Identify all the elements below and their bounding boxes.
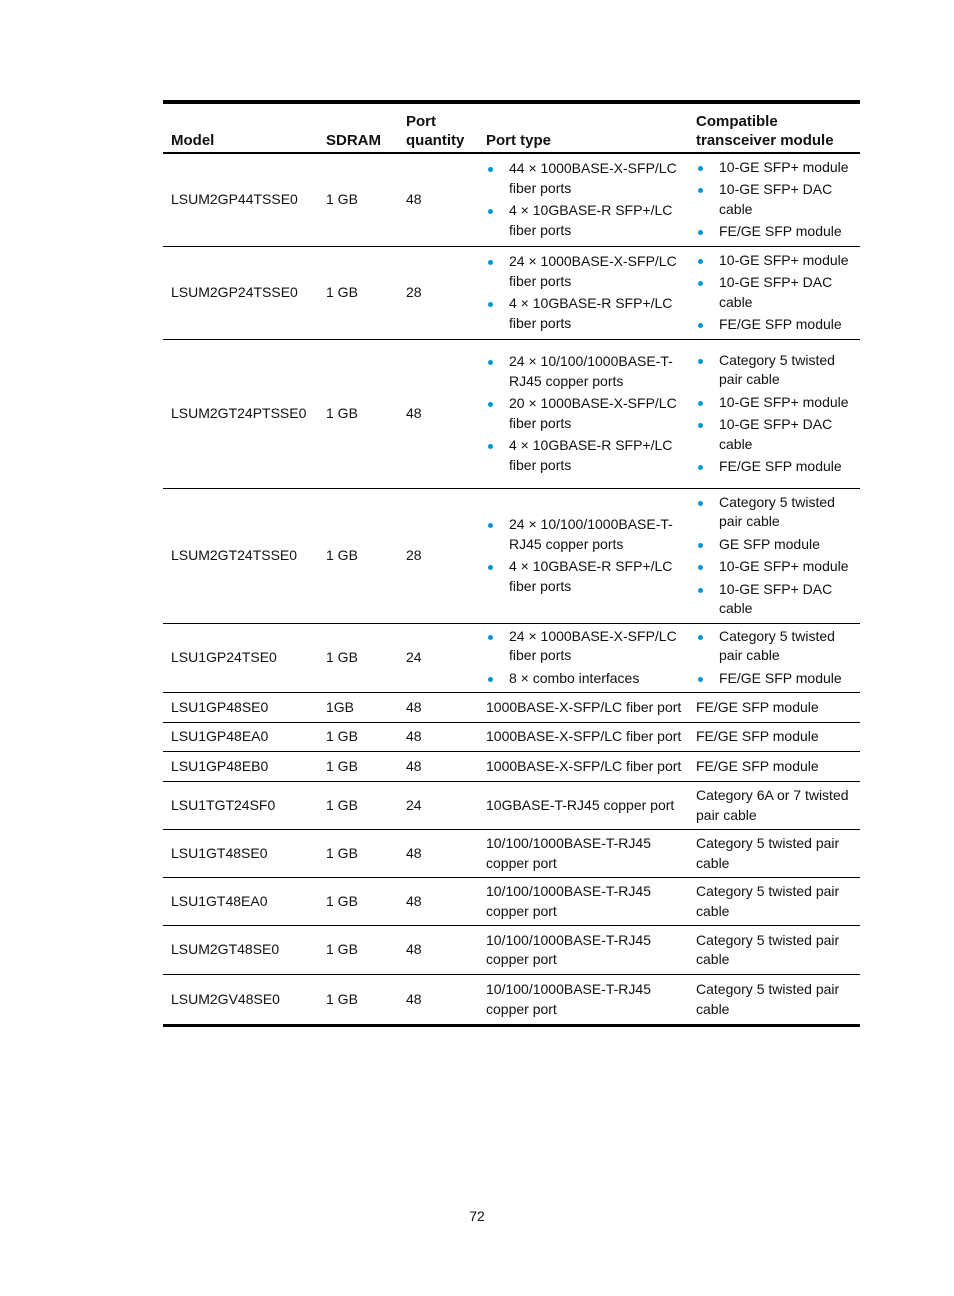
header-sdram: SDRAM <box>326 132 381 149</box>
list-item: 24 × 10/100/1000BASE-T-RJ45 copper ports <box>486 352 685 391</box>
cell-port-type: 10/100/1000BASE-T-RJ45 copper port <box>486 835 651 871</box>
cell-sdram: 1 GB <box>326 191 358 208</box>
cell-model: LSUM2GP24TSSE0 <box>171 284 298 301</box>
list-item: 24 × 1000BASE-X-SFP/LC fiber ports <box>486 252 685 291</box>
list-item: 4 × 10GBASE-R SFP+/LC fiber ports <box>486 294 685 333</box>
list-item: FE/GE SFP module <box>696 457 856 477</box>
cell-sdram: 1 GB <box>326 990 358 1007</box>
list-item: 10-GE SFP+ DAC cable <box>696 580 856 619</box>
list-item: 10-GE SFP+ DAC cable <box>696 180 856 219</box>
list-item: Category 5 twisted pair cable <box>696 627 856 666</box>
cell-port-type-list <box>486 515 685 596</box>
cell-sdram: 1GB <box>326 698 355 715</box>
table-row <box>163 752 860 782</box>
table-header <box>163 104 860 154</box>
cell-compatible-module: FE/GE SFP module <box>696 698 819 715</box>
list-item: 24 × 1000BASE-X-SFP/LC fiber ports <box>486 627 685 666</box>
list-item: GE SFP module <box>696 535 856 555</box>
cell-port-quantity: 48 <box>406 405 422 422</box>
cell-sdram: 1 GB <box>326 649 358 666</box>
cell-model: LSUM2GV48SE0 <box>171 990 280 1007</box>
cell-port-quantity: 28 <box>406 284 422 301</box>
cell-port-quantity: 48 <box>406 892 422 909</box>
cell-model: LSUM2GT24PTSSE0 <box>171 405 307 422</box>
cell-port-quantity: 48 <box>406 698 422 715</box>
cell-compatible-module: Category 5 twisted pair cable <box>696 835 840 871</box>
cell-model: LSU1GT48EA0 <box>171 892 268 909</box>
cell-compatible-module <box>689 156 860 245</box>
table-row <box>163 878 860 926</box>
cell-compatible-module-list <box>696 158 856 242</box>
list-item: 10-GE SFP+ DAC cable <box>696 273 856 312</box>
list-item: 10-GE SFP+ module <box>696 393 856 413</box>
cell-compatible-module: Category 5 twisted pair cable <box>696 981 840 1017</box>
cell-port-quantity: 48 <box>406 757 422 774</box>
cell-port-type: 1000BASE-X-SFP/LC fiber port <box>486 698 682 715</box>
cell-port-type <box>479 350 689 478</box>
table-row <box>163 154 860 247</box>
cell-port-quantity: 48 <box>406 990 422 1007</box>
cell-compatible-module-list <box>696 251 856 335</box>
list-item: Category 5 twisted pair cable <box>696 493 856 532</box>
cell-compatible-module <box>689 491 860 622</box>
cell-model: LSU1GP48SE0 <box>171 698 269 715</box>
table-body <box>163 154 860 1024</box>
cell-port-type-list <box>486 159 685 240</box>
cell-port-type <box>479 513 689 599</box>
cell-port-type: 10/100/1000BASE-T-RJ45 copper port <box>486 883 651 919</box>
list-item: 10-GE SFP+ module <box>696 251 856 271</box>
cell-port-type: 10/100/1000BASE-T-RJ45 copper port <box>486 981 651 1017</box>
cell-compatible-module-list <box>696 351 856 477</box>
cell-model: LSU1GP48EB0 <box>171 757 269 774</box>
list-item: Category 5 twisted pair cable <box>696 351 856 390</box>
cell-port-type-list <box>486 352 685 475</box>
cell-compatible-module: Category 6A or 7 twisted pair cable <box>696 787 849 823</box>
list-item: 4 × 10GBASE-R SFP+/LC fiber ports <box>486 436 685 475</box>
cell-compatible-module: FE/GE SFP module <box>696 728 819 745</box>
table-row <box>163 782 860 830</box>
cell-model: LSU1TGT24SF0 <box>171 796 276 813</box>
cell-sdram: 1 GB <box>326 284 358 301</box>
cell-model: LSUM2GT48SE0 <box>171 941 280 958</box>
cell-sdram: 1 GB <box>326 547 358 564</box>
cell-sdram: 1 GB <box>326 728 358 745</box>
cell-compatible-module: Category 5 twisted pair cable <box>696 931 840 967</box>
list-item: 24 × 10/100/1000BASE-T-RJ45 copper ports <box>486 515 685 554</box>
list-item: 10-GE SFP+ module <box>696 158 856 178</box>
list-item: 8 × combo interfaces <box>486 669 685 689</box>
list-item: 20 × 1000BASE-X-SFP/LC fiber ports <box>486 394 685 433</box>
cell-port-quantity: 48 <box>406 191 422 208</box>
cell-compatible-module <box>689 625 860 692</box>
list-item: FE/GE SFP module <box>696 315 856 335</box>
cell-port-type-list <box>486 252 685 333</box>
table-row <box>163 975 860 1024</box>
cell-port-type: 1000BASE-X-SFP/LC fiber port <box>486 757 682 774</box>
cell-model: LSU1GP24TSE0 <box>171 649 277 666</box>
header-port-type: Port type <box>486 132 552 149</box>
table-row <box>163 247 860 340</box>
cell-compatible-module-list <box>696 493 856 619</box>
transceiver-compatibility-table <box>163 100 860 1027</box>
cell-port-type: 10GBASE-T-RJ45 copper port <box>486 796 675 813</box>
cell-port-quantity: 48 <box>406 941 422 958</box>
cell-compatible-module-list <box>696 627 856 689</box>
table-row <box>163 926 860 975</box>
list-item: 10-GE SFP+ module <box>696 557 856 577</box>
cell-port-type: 1000BASE-X-SFP/LC fiber port <box>486 728 682 745</box>
cell-sdram: 1 GB <box>326 892 358 909</box>
cell-compatible-module: FE/GE SFP module <box>696 757 819 774</box>
cell-port-type <box>479 250 689 336</box>
header-compatible-module: Compatible transceiver module <box>696 113 834 149</box>
table-row <box>163 624 860 693</box>
cell-sdram: 1 GB <box>326 757 358 774</box>
header-port-quantity: Port quantity <box>406 113 465 149</box>
table-row <box>163 723 860 752</box>
cell-port-quantity: 24 <box>406 649 422 666</box>
cell-model: LSU1GT48SE0 <box>171 844 268 861</box>
cell-port-quantity: 24 <box>406 796 422 813</box>
list-item: 10-GE SFP+ DAC cable <box>696 415 856 454</box>
cell-sdram: 1 GB <box>326 844 358 861</box>
list-item: 4 × 10GBASE-R SFP+/LC fiber ports <box>486 557 685 596</box>
table-row <box>163 340 860 489</box>
cell-port-quantity: 48 <box>406 728 422 745</box>
list-item: 44 × 1000BASE-X-SFP/LC fiber ports <box>486 159 685 198</box>
table-row <box>163 693 860 723</box>
cell-sdram: 1 GB <box>326 796 358 813</box>
page-number: 72 <box>469 1208 485 1224</box>
cell-port-quantity: 48 <box>406 844 422 861</box>
table-row <box>163 830 860 878</box>
cell-port-type-list <box>486 627 685 689</box>
list-item: 4 × 10GBASE-R SFP+/LC fiber ports <box>486 201 685 240</box>
cell-sdram: 1 GB <box>326 941 358 958</box>
cell-compatible-module <box>689 349 860 480</box>
table-row <box>163 489 860 624</box>
header-model: Model <box>171 132 215 149</box>
list-item: FE/GE SFP module <box>696 222 856 242</box>
cell-port-type <box>479 625 689 692</box>
cell-port-quantity: 28 <box>406 547 422 564</box>
cell-compatible-module: Category 5 twisted pair cable <box>696 883 840 919</box>
cell-sdram: 1 GB <box>326 405 358 422</box>
cell-model: LSUM2GT24TSSE0 <box>171 547 298 564</box>
cell-model: LSUM2GP44TSSE0 <box>171 191 298 208</box>
cell-compatible-module <box>689 249 860 338</box>
list-item: FE/GE SFP module <box>696 669 856 689</box>
cell-port-type <box>479 157 689 243</box>
cell-model: LSU1GP48EA0 <box>171 728 269 745</box>
cell-port-type: 10/100/1000BASE-T-RJ45 copper port <box>486 931 651 967</box>
